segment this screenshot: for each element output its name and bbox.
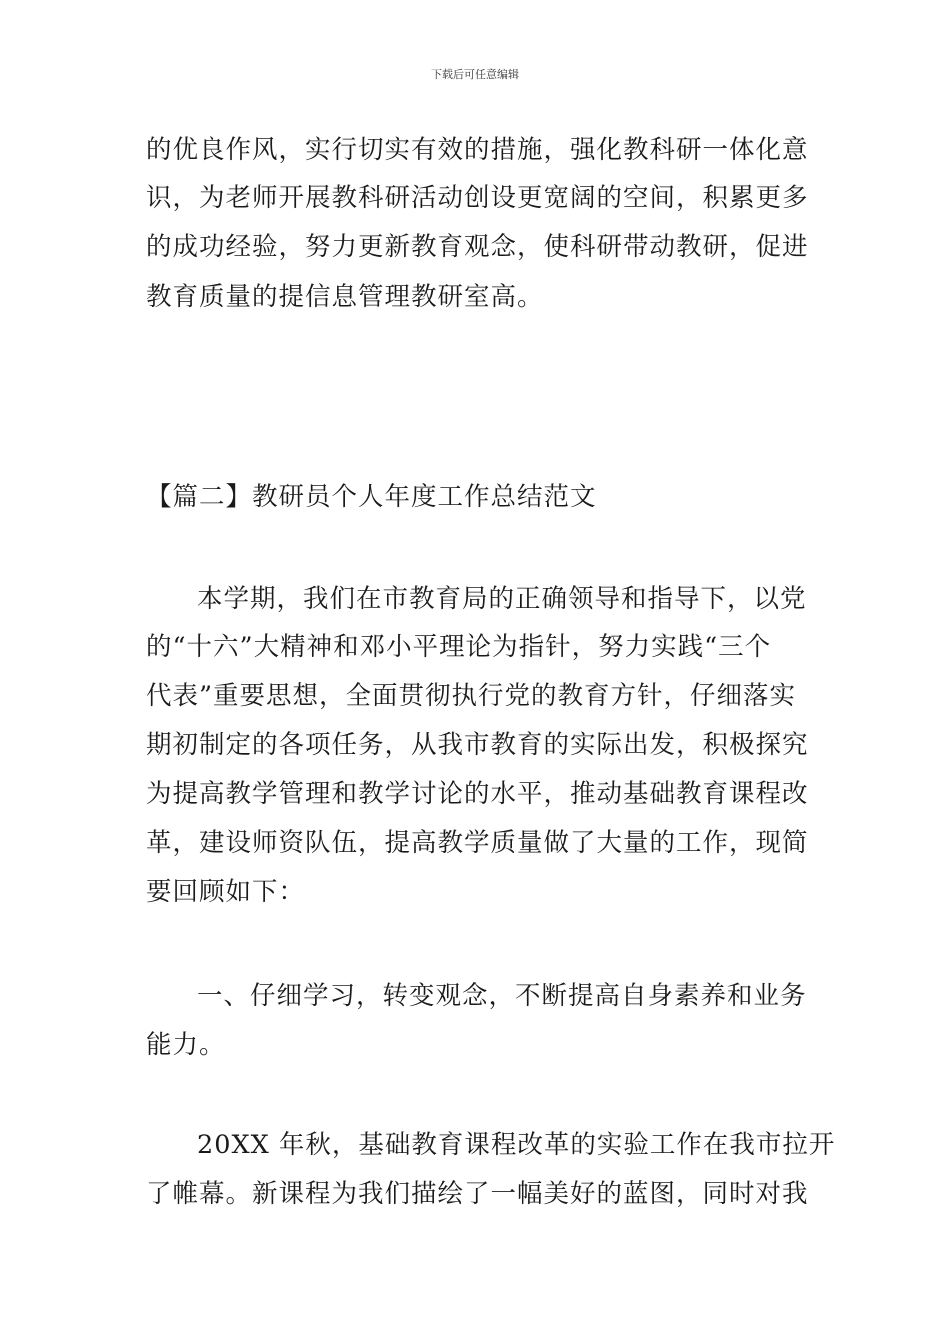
text-line: 代表”重要思想，全面贯彻执行党的教育方针，仔细落实 — [146, 681, 797, 711]
text-line: 了帷幕。新课程为我们描绘了一幅美好的蓝图，同时对我 — [146, 1179, 809, 1209]
text-line: 要回顾如下： — [146, 877, 306, 907]
text-line: 的成功经验，努力更新教育观念，使科研带动教研，促进 — [146, 232, 809, 262]
text-line: 的“十六”大精神和邓小平理论为指针，努力实践“三个 — [146, 632, 772, 662]
text-line: 教育质量的提信息管理教研室高。 — [146, 282, 544, 312]
text-line: 期初制定的各项任务，从我市教育的实际出发，积极探究 — [146, 730, 809, 760]
text-line: 为提高教学管理和教学讨论的水平，推动基础教育课程改 — [146, 779, 809, 809]
section-heading: 【篇二】教研员个人年度工作总结范文 — [146, 482, 597, 512]
text-line: 识，为老师开展教科研活动创设更宽阔的空间，积累更多 — [146, 183, 809, 213]
text-line: 20XX 年秋，基础教育课程改革的实验工作在我市拉开 — [197, 1130, 836, 1160]
text-line: 能力。 — [146, 1030, 226, 1060]
text-line: 本学期，我们在市教育局的正确领导和指导下，以党 — [197, 584, 807, 614]
header-note: 下载后可任意编辑 — [431, 68, 519, 81]
text-line: 的优良作风，实行切实有效的措施，强化教科研一体化意 — [146, 135, 809, 165]
text-line: 一、仔细学习，转变观念，不断提高自身素养和业务 — [197, 981, 807, 1011]
text-line: 革，建设师资队伍，提高教学质量做了大量的工作，现简 — [146, 828, 809, 858]
